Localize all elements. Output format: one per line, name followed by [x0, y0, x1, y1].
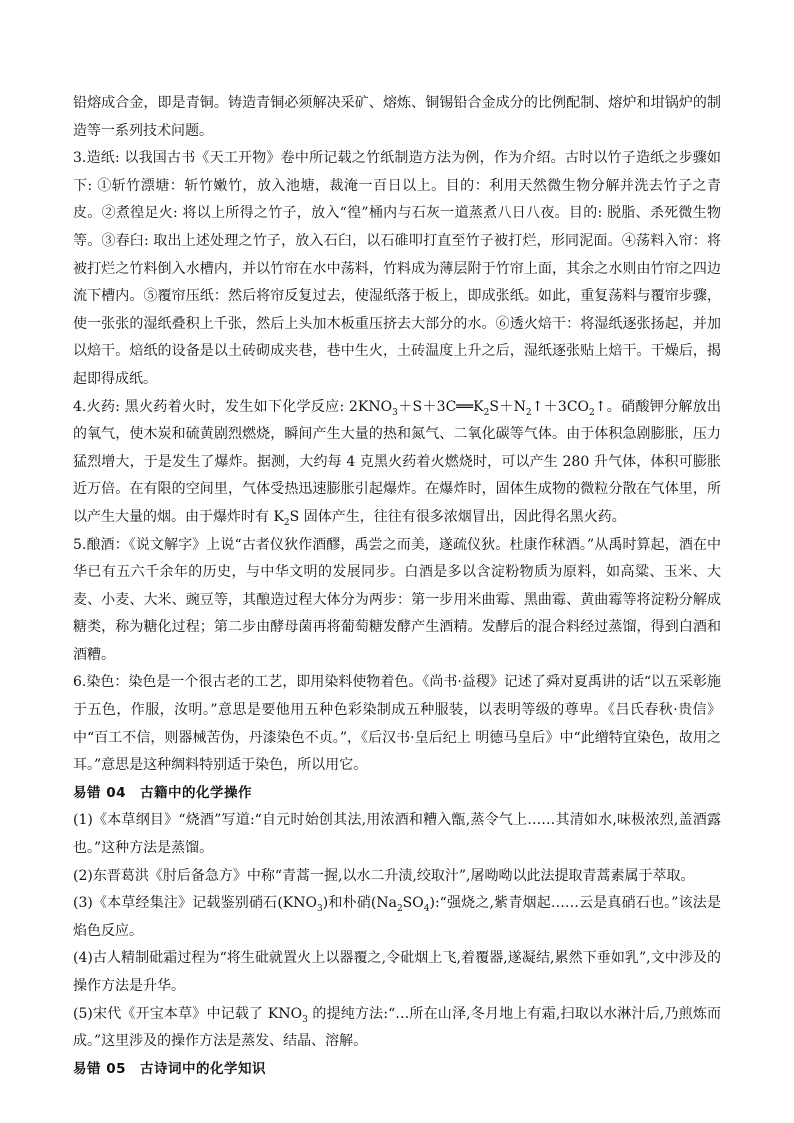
text: ＋S＋3C══K	[397, 398, 484, 415]
text: 4.火药: 黑火药着火时，发生如下化学反应: 2KNO	[73, 398, 393, 415]
text: S 固体产生，往往有很多浓烟冒出，因此得名黑火药。	[289, 508, 626, 525]
text: )和朴硝(Na	[322, 895, 397, 912]
text: (5)宋代《开宝本草》中记载了 KNO	[73, 1005, 303, 1022]
subscript: 3	[302, 1014, 308, 1025]
subscript: 4	[423, 904, 430, 915]
text: 的提纯方法:“…所在山泽,冬月地上有霜,扫取以水淋汁后,乃煎炼而成。”这里涉及的操作方法是蒸发、结晶、溶解。	[73, 1005, 721, 1050]
section-heading-05	[73, 1056, 721, 1084]
list-item	[73, 890, 721, 945]
heading-title: 古籍中的化学操作	[140, 784, 252, 801]
subscript: 2	[589, 407, 595, 418]
paragraph-gunpowder	[73, 394, 721, 532]
paragraph-brewing: 5.酿酒：《说文解字》上说“古者仪狄作酒醪，禹尝之而美，遂疏仪狄。杜康作秫酒。”从禹时算起，酒在中华已有五六千余年的历史，与中华文明的发展同步。白酒是多以含淀粉物质为原料，如高粱、玉米、大麦、小麦、大米、豌豆等，其酿造过程大体分为两步：第一步用米曲霉、黑曲霉、黄曲霉等将淀粉分解成糖类，称为糖化过程；第二步由酵母菌再将葡萄糖发酵产生酒精。发酵后的混合料经过蒸馏，得到白酒和酒糟。	[73, 536, 721, 663]
list-item: (1)《本草纲目》“烧酒”写道:“自元时始创其法,用浓酒和糟入甑,蒸令气上……其清如水,味极浓烈,盖酒露也。”这种方法是蒸馏。	[73, 812, 721, 857]
text: ↑。硝酸钾分解放出的氧气，使木炭和硫黄剧烈燃烧，瞬间产生大量的热和氮气、二氧化碳等气体。由于体积急剧膨胀，压力猛烈增大，于是发生了爆炸。据测，大约每 4 克黑火药着火燃烧时，可以产生 280 升气体，体积可膨胀近万倍。在有限的空间里，气体受热迅速膨胀引起爆炸。在爆炸时，固体生成物的微粒分散在气体里，所以产生大量的烟。由于爆炸时有 K	[73, 398, 722, 525]
document-page	[73, 90, 721, 1083]
subscript: 2	[525, 407, 532, 418]
heading-title: 古诗词中的化学知识	[140, 1060, 266, 1077]
subscript: 2	[283, 517, 290, 528]
text: (3)《本草经集注》记载鉴别硝石(KNO	[73, 895, 317, 912]
subscript: 2	[483, 407, 490, 418]
section-heading-04	[73, 780, 721, 808]
paragraph-dyeing: 6.染色：染色是一个很古老的工艺，即用染料使物着色。《尚书·益稷》记述了舜对夏禹讲的话“以五采彰施于五色，作服，汝明。”意思是要他用五种色彩染制成五种服装，以表明等级的尊卑。《吕氏春秋·贵信》中“百工不信，则器械苦伪，丹漆染色不贞。”，《后汉书·皇后纪上 明德马皇后》中“此缯特宜染色，故用之耳。”意思是这种绸料特别适于染色，所以用它。	[73, 674, 721, 774]
text: S＋N	[489, 398, 526, 415]
text: ↑＋3CO	[531, 398, 590, 415]
text: SO	[402, 895, 424, 912]
list-item: (2)东晋葛洪《肘后备急方》中称“青蒿一握,以水二升渍,绞取汁”,屠呦呦以此法提取青蒿素属于萃取。	[73, 867, 695, 884]
heading-number: 易错 05	[73, 1060, 126, 1077]
subscript: 2	[396, 904, 403, 915]
subscript: 3	[392, 407, 398, 418]
paragraph-bronze: 铅熔成合金，即是青铜。铸造青铜必须解决采矿、熔炼、铜锡铅合金成分的比例配制、熔炉和坩锅炉的制造等一系列技术问题。	[73, 95, 721, 139]
list-item	[73, 1001, 721, 1056]
subscript: 3	[316, 904, 323, 915]
heading-number: 易错 04	[73, 784, 126, 801]
list-item: (4)古人精制砒霜过程为“将生砒就置火上以器覆之,令砒烟上飞,着覆器,遂凝结,累然下垂如乳”,文中涉及的操作方法是升华。	[73, 950, 721, 994]
paragraph-papermaking: 3.造纸: 以我国古书《天工开物》卷中所记载之竹纸制造方法为例，作为介绍。古时以竹子造纸之步骤如下: ①斩竹漂塘：斩竹嫩竹，放入池塘，裁淹一百日以上。目的：利用天然微生物分解并洗去竹子之青皮。②煮徨足火: 将以上所得之竹子，放入“徨”桶内与石灰一道蒸煮八日八夜。目的: 脱脂、杀死微生物等。③春臼: 取出上述处理之竹子，放入石臼，以石碓叩打直至竹子被打烂，形同泥面。④荡料入帘：将被打烂之竹料倒入水槽内，并以竹帘在水中荡料，竹料成为薄层附于竹帘上面，其余之水则由竹帘之四边流下槽内。⑤覆帘压纸：然后将帘反复过去，使湿纸落于板上，即成张纸。如此，重复荡料与覆帘步骤，使一张张的湿纸叠积上千张，然后上头加木板重压挤去大部分的水。⑥透火焙干：将湿纸逐张扬起，并加以焙干。焙纸的设备是以土砖砌成夹巷，巷中生火，土砖温度上升之后，湿纸逐张贴上焙干。干燥后，揭起即得成纸。	[73, 150, 721, 387]
text: ):“强烧之,紫青烟起……云是真硝石也。”该法是焰色反应。	[73, 895, 721, 939]
